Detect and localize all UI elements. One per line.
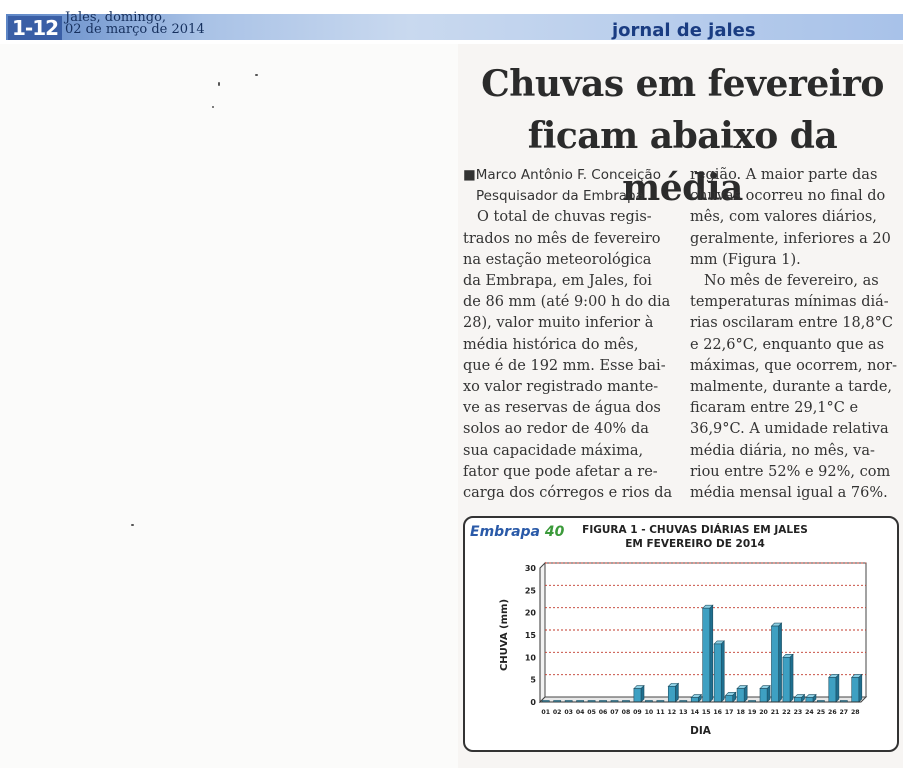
- date-line-2: 02 de março de 2014: [65, 22, 205, 37]
- article-line: da Embrapa, em Jales, foi: [463, 273, 652, 290]
- x-tick-label: 11: [656, 709, 665, 716]
- article-line: solos ao redor de 40% da: [463, 421, 649, 438]
- bar-day-21: [771, 626, 778, 702]
- x-tick-label: 19: [747, 709, 757, 716]
- article-line: chuvas ocorreu no final do: [690, 188, 886, 205]
- article-column-left: [463, 165, 672, 504]
- x-tick-label: 27: [839, 709, 849, 716]
- x-tick-label: 25: [816, 709, 826, 716]
- bar-side: [721, 641, 724, 702]
- article-line: ve as reservas de água dos: [463, 400, 661, 417]
- article-line: 36,9°C. A umidade relativa: [690, 421, 889, 438]
- article-line: temperaturas mínimas diá-: [690, 294, 889, 311]
- x-tick-label: 13: [678, 709, 688, 716]
- bar-day-22: [783, 657, 790, 702]
- bar-day-16: [714, 644, 721, 702]
- bar-day-24: [806, 698, 813, 702]
- bar-day-28: [852, 677, 859, 702]
- y-axis-label: CHUVA (mm): [499, 598, 510, 672]
- article-line: 28), valor muito inferior à: [463, 315, 654, 332]
- print-speck: [131, 524, 134, 526]
- x-tick-label: 07: [610, 709, 619, 716]
- print-speck: [218, 82, 220, 86]
- figure-title-line-1: FIGURA 1 - CHUVAS DIÁRIAS EM JALES: [582, 524, 808, 536]
- bar-side: [710, 605, 713, 702]
- article-line: de 86 mm (até 9:00 h do dia: [463, 294, 671, 311]
- x-tick-label: 06: [598, 709, 608, 716]
- bar-side: [744, 686, 747, 702]
- newspaper-name: jornal de jales: [612, 20, 756, 41]
- rainfall-chart: [463, 556, 899, 746]
- bar-side: [790, 654, 793, 702]
- x-tick-label: 28: [850, 709, 860, 716]
- author-name: Marco Antônio F. Conceição: [475, 167, 661, 183]
- x-tick-label: 15: [701, 709, 711, 716]
- bar-day-09: [634, 689, 641, 702]
- logo-text: Embrapa: [470, 524, 540, 540]
- article-line: sua capacidade máxima,: [463, 442, 644, 459]
- y-tick-label: 25: [524, 586, 536, 596]
- x-axis-label: DIA: [690, 725, 711, 737]
- x-tick-label: 24: [805, 709, 814, 716]
- bar-day-17: [726, 695, 733, 702]
- bar-day-14: [691, 698, 698, 702]
- x-tick-label: 17: [724, 709, 734, 716]
- x-tick-label: 01: [541, 709, 551, 716]
- headline-line-1: Chuvas em fevereiro: [481, 63, 884, 105]
- edition-date: [65, 12, 205, 36]
- article-line: ficaram entre 29,1°C e: [690, 400, 859, 417]
- x-tick-label: 03: [564, 709, 573, 716]
- article-line: que é de 192 mm. Esse bai-: [463, 357, 666, 374]
- bar-day-20: [760, 689, 767, 702]
- article-line: xo valor registrado mante-: [463, 379, 659, 396]
- bar-side: [767, 686, 770, 702]
- x-tick-label: 08: [621, 709, 631, 716]
- article-line: média diária, no mês, va-: [690, 442, 875, 459]
- y-tick-label: 10: [524, 653, 536, 663]
- date-line-1: Jales, domingo,: [65, 10, 167, 25]
- article-text-left: [463, 207, 672, 504]
- x-tick-label: 02: [552, 709, 562, 716]
- x-tick-label: 23: [793, 709, 803, 716]
- logo-anniversary: 40: [544, 524, 565, 540]
- bar-side: [836, 674, 839, 702]
- bar-day-26: [829, 677, 836, 702]
- article-line: No mês de fevereiro, as: [704, 273, 879, 290]
- article-line: máximas, que ocorrem, nor-: [690, 357, 897, 374]
- x-tick-label: 14: [690, 709, 700, 716]
- x-tick-label: 22: [782, 709, 791, 716]
- y-tick-label: 20: [524, 608, 536, 618]
- bar-day-23: [794, 698, 801, 702]
- article-line: carga dos córregos e rios da: [463, 485, 673, 502]
- article-line: trados no mês de fevereiro: [463, 230, 661, 247]
- bar-day-18: [737, 689, 744, 702]
- article-line: fator que pode afetar a re-: [463, 463, 658, 480]
- headline-line-2: ficam abaixo da média: [527, 115, 838, 209]
- x-tick-label: 05: [587, 709, 596, 716]
- figure-title-line-2: EM FEVEREIRO DE 2014: [625, 538, 765, 550]
- print-speck: [255, 74, 258, 76]
- y-tick-label: 0: [530, 698, 536, 707]
- article-line: mês, com valores diários,: [690, 209, 877, 226]
- x-tick-label: 04: [575, 709, 585, 716]
- article-line: na estação meteorológica: [463, 251, 652, 268]
- y-tick-label: 15: [524, 631, 536, 640]
- author-role: Pesquisador da Embrapa: [476, 188, 644, 205]
- article-line: e 22,6°C, enquanto que as: [690, 336, 885, 353]
- article-line: média mensal igual a 76%.: [690, 485, 888, 502]
- article-line: rias oscilaram entre 18,8°C: [690, 315, 893, 332]
- x-tick-label: 26: [828, 709, 837, 716]
- blank-page-area: [0, 44, 458, 768]
- article-line: geralmente, inferiores a 20: [690, 230, 891, 247]
- bar-side: [859, 674, 862, 702]
- article-line: malmente, durante a tarde,: [690, 379, 893, 396]
- bar-day-12: [668, 686, 675, 702]
- bar-side: [641, 686, 644, 702]
- article-line: O total de chuvas regis-: [477, 209, 652, 226]
- x-tick-label: 12: [667, 709, 677, 716]
- author-bullet-icon: ■: [463, 167, 476, 183]
- figure-title: [565, 523, 825, 551]
- page-number: 1-12: [8, 16, 62, 40]
- x-tick-label: 10: [644, 709, 654, 716]
- article-column-right: [690, 165, 900, 504]
- x-tick-label: 16: [713, 709, 723, 716]
- x-tick-label: 18: [736, 709, 745, 716]
- article-line: média histórica do mês,: [463, 336, 639, 353]
- article-line: região. A maior parte das: [690, 167, 878, 183]
- article-text-right: [690, 165, 900, 504]
- x-tick-label: 20: [759, 709, 768, 716]
- embrapa-logo: [470, 524, 564, 540]
- bar-side: [779, 623, 782, 702]
- y-tick-label: 5: [530, 675, 536, 685]
- chart-side-wall: [540, 563, 545, 702]
- print-speck: [212, 106, 214, 108]
- y-tick-label: 30: [524, 564, 536, 573]
- bar-day-15: [703, 608, 710, 702]
- x-tick-label: 21: [770, 709, 780, 716]
- author-line: [463, 165, 672, 186]
- x-tick-label: 09: [633, 709, 642, 716]
- bar-side: [675, 683, 678, 702]
- article-line: riou entre 52% e 92%, com: [690, 463, 891, 480]
- article-line: mm (Figura 1).: [690, 251, 801, 268]
